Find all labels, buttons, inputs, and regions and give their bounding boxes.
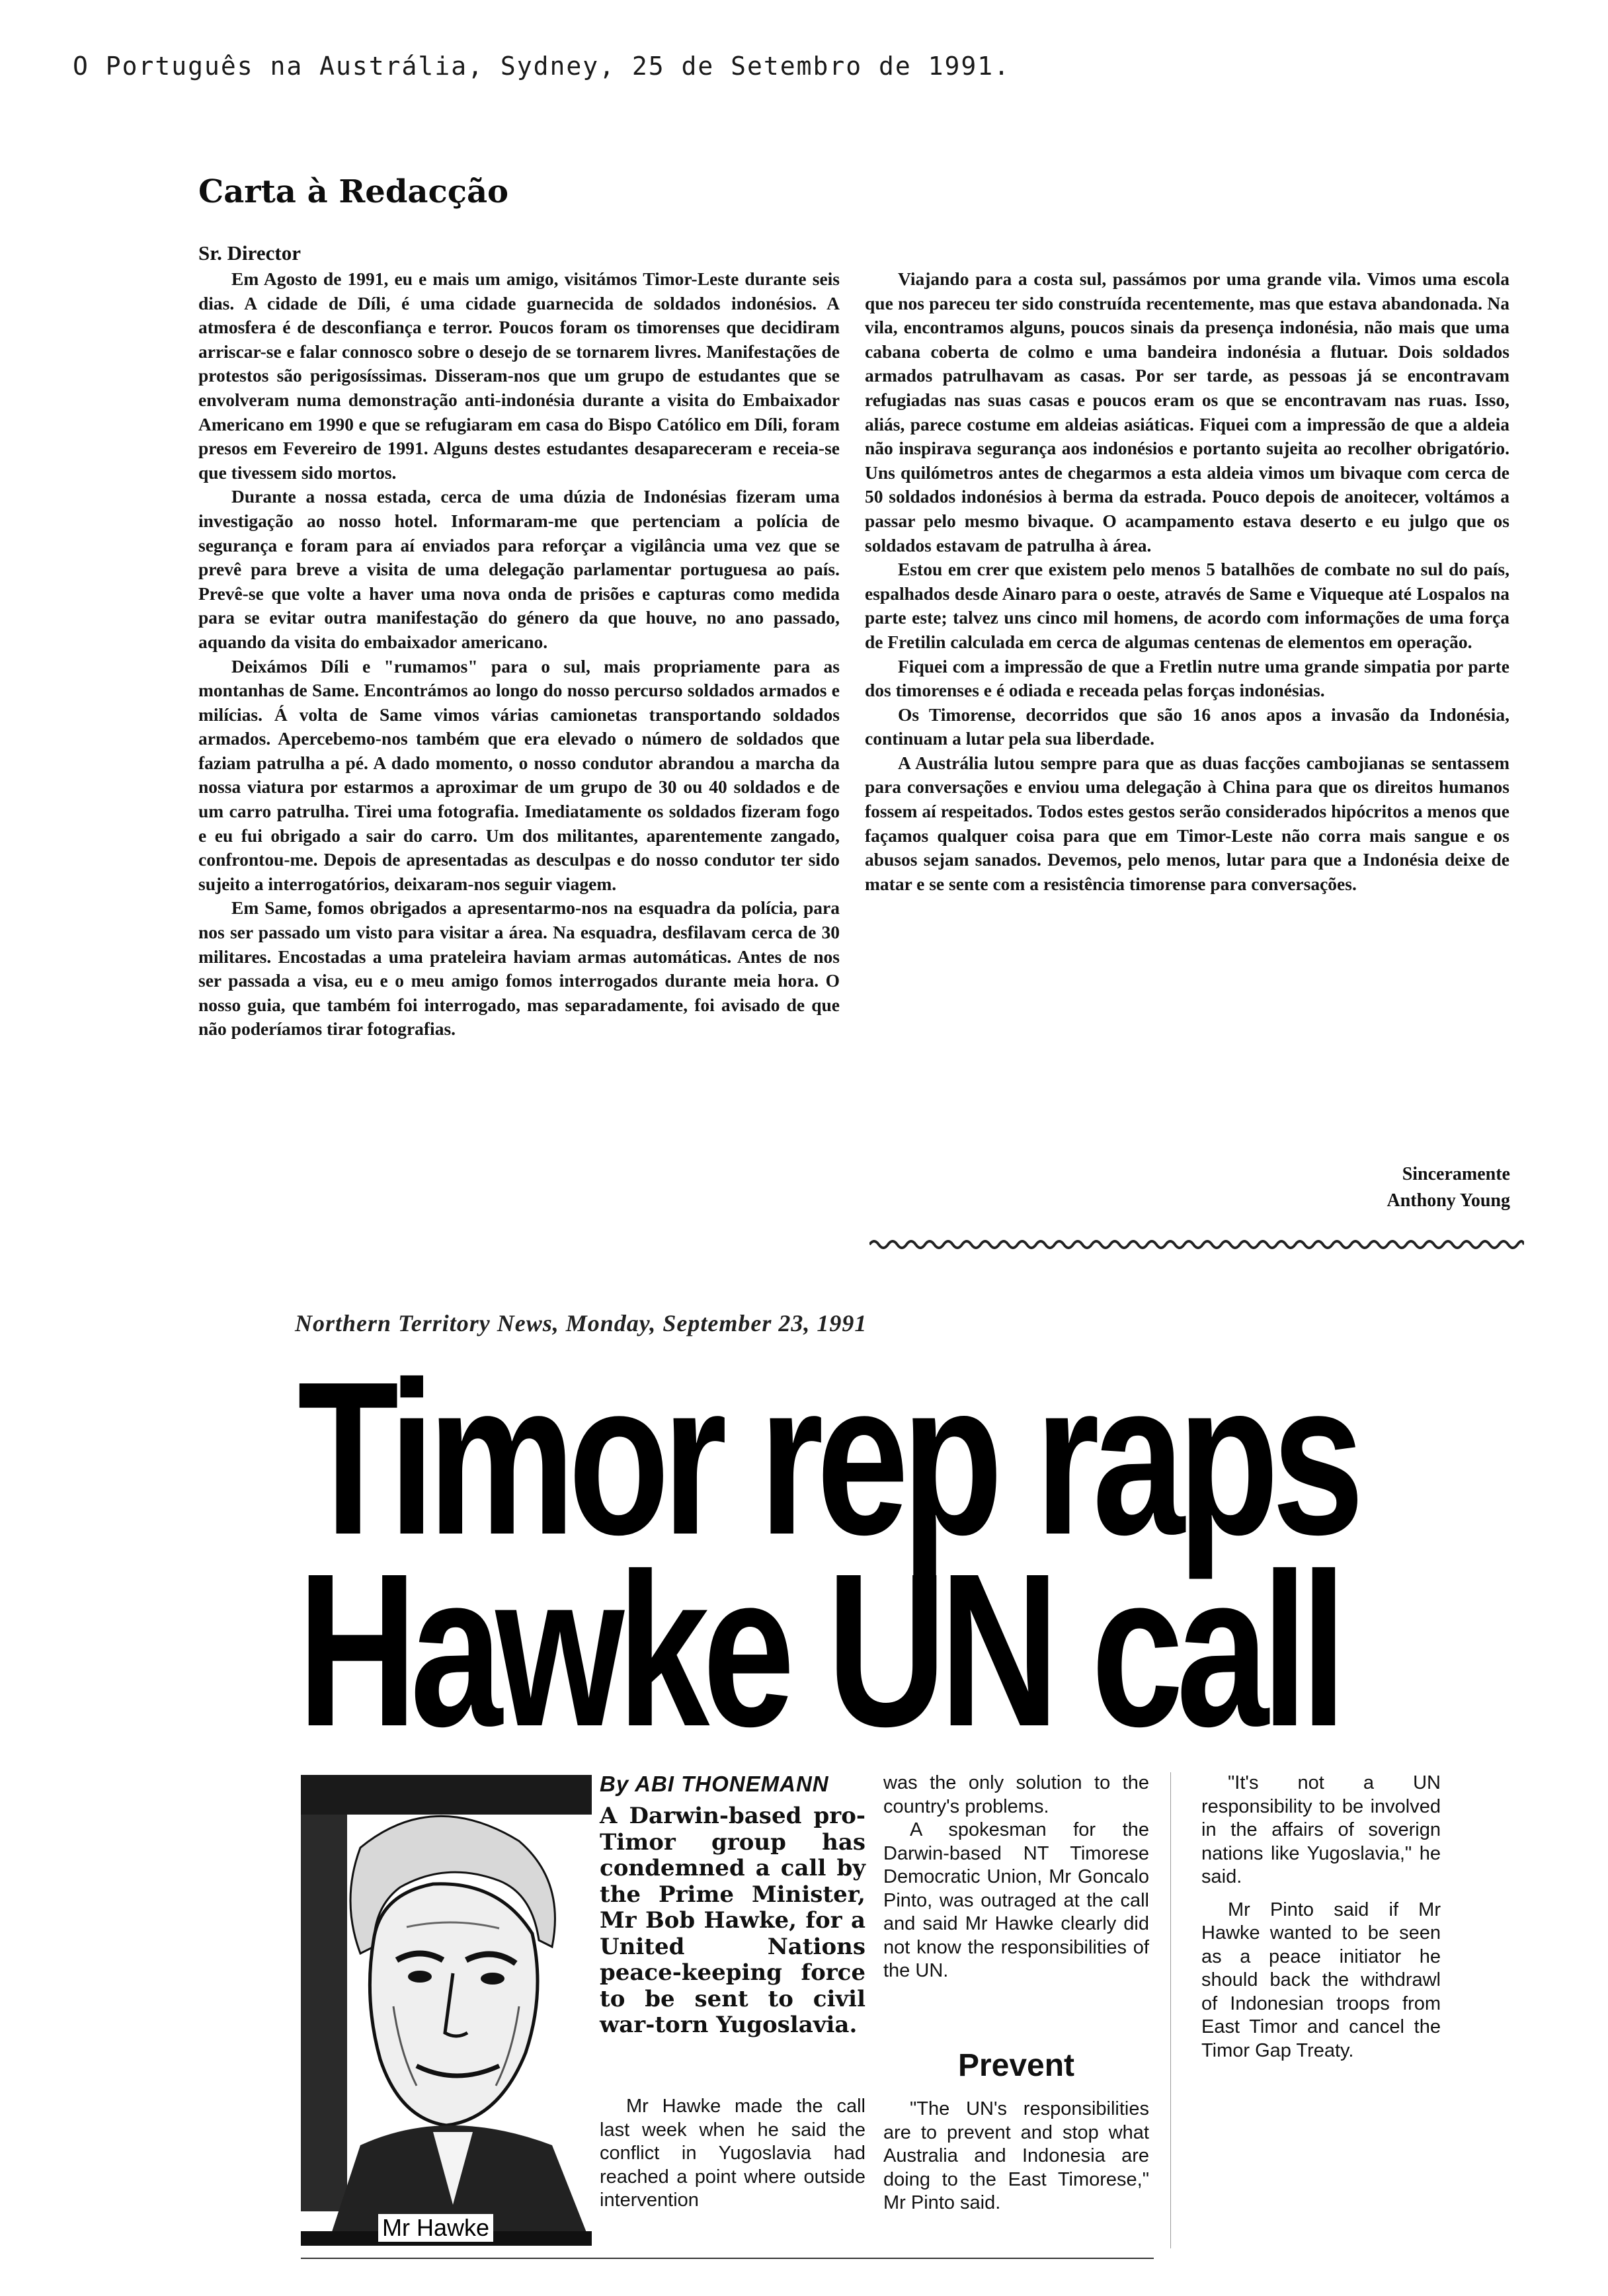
- photo-caption: Mr Hawke: [378, 2214, 493, 2242]
- article-paragraph: "The UN's responsibilities are to prevent and stop what Australia and Indonesia are doing to the East Timorese," Mr Pinto said.: [883, 2098, 1149, 2213]
- article-paragraph: Mr Hawke made the call last week when he said the conflict in Yugoslavia had reached a point where outside intervention: [600, 2096, 865, 2211]
- column-divider: [1170, 1772, 1171, 2248]
- publication-header: O Português na Austrália, Sydney, 25 de Setembro de 1991.: [73, 52, 1011, 81]
- letter-paragraph: A Austrália lutou sempre para que as duas facções cambojianas se sentassem para conversações e enviou uma delegação à China para que os direitos humanos fossem aí respeitados. Todos estes gestos serão considerados hipócritos a menos que façamos qualquer coisa para que em Timor-Leste não corra mais sangue e os abusos sejam sanados. Devemos, pelo menos, lutar para que a Indonésia deixe de matar e se sente com a resistência timorense para conversações.: [865, 752, 1509, 894]
- article-lede: A Darwin-based pro-Timor group has condemned a call by the Prime Minister, Mr Bob Hawke, for a United Nations peace-keeping force to be sent to civil war-torn Yugoslavia.: [600, 1803, 865, 2038]
- hawke-portrait-photo: [301, 1775, 592, 2246]
- article-paragraph: Mr Pinto said if Mr Hawke wanted to be seen as a peace initiator he should back the withdrawl of Indonesian troops from East Timor and cancel the Timor Gap Treaty.: [1201, 1899, 1441, 2061]
- article-byline: By ABI THONEMANN: [600, 1772, 829, 1796]
- article-subhead: Prevent: [957, 2048, 1075, 2083]
- letter-title: Carta à Redacção: [198, 173, 509, 210]
- letter-signature: Anthony Young: [1387, 1190, 1510, 1211]
- headline-line-2: Hawke UN call: [298, 1528, 1340, 1772]
- article-column-1: [600, 2095, 865, 2213]
- letter-paragraph: Deixámos Díli e "rumamos" para o sul, mais propriamente para as montanhas de Same. Encontrámos ao longo do nosso percurso soldados armados e milícias. Á volta de Same vimos várias camionetas transportando soldados armados. Apercebemo-nos também que era elevado o número de soldados que faziam patrulha a pé. A dado momento, o nosso condutor abrandou a marcha da nossa viatura por estarmos a aproximar de um grupo de 30 ou 40 soldados e de um carro patrulha. Tirei uma fotografia. Imediatamente os soldados fizeram fogo e eu fui obrigado a sair do carro. Um dos militantes, aparentemente zangado, confrontou-me. Depois de apresentadas as desculpas e do nosso condutor ter sido sujeito a interrogatórios, deixaram-nos seguir viagem.: [198, 655, 840, 894]
- letter-paragraph: Em Same, fomos obrigados a apresentarmo-nos na esquadra da polícia, para nos ser passado um visto para visitar a área. Na esquadra, desfilavam cerca de 30 militares. Encostadas a uma prateleira haviam armas automáticas. Antes de nos ser passada a visa, eu e o meu amigo fomos interrogados durante meia hora. O nosso guia, que também foi interrogado, mas separadamente, foi avisado de que não poderíamos tirar fotografias.: [198, 897, 840, 1040]
- letter-salutation: Sr. Director: [198, 241, 301, 265]
- letter-closing: Sinceramente: [1402, 1164, 1510, 1184]
- letter-paragraph: Em Agosto de 1991, eu e mais um amigo, visitámos Timor-Leste durante seis dias. A cidade de Díli, é uma cidade guarnecida de soldados indonésios. A atmosfera é de desconfiança e terror. Poucos foram os timorenses que decidiram arriscar-se e falar connosco sobre o desejo de se tornarem livres. Manifestações de protestos são perigosíssimas. Disseram-nos que um grupo de estudantes que se envolveram numa demonstração anti-indonésia durante a visita do Embaixador Americano em 1990 e que se refugiaram em casa do Bispo Católico em Díli, foram presos em Fevereiro de 1991. Alguns destes estudantes desapareceram e receia-se que tivessem sido mortos.: [198, 268, 840, 483]
- clipping-bottom-rule: [301, 2258, 1154, 2259]
- article-column-2: [883, 1772, 1149, 1983]
- letter-paragraph: Estou em crer que existem pelo menos 5 batalhões de combate no sul do país, espalhados desde Ainaro para o oeste, através de Same e Viqueque até Lospalos na parte este; talvez uns cinco mil homens, de acordo com informações de uma força de Fretilin calculada em cerca de algumas centenas de elementos em operação.: [865, 559, 1509, 652]
- headline-line-1: Timor rep raps: [298, 1336, 1357, 1580]
- article-column-3: [1201, 1772, 1441, 2063]
- article-column-2-continued: [883, 2098, 1149, 2215]
- letter-paragraph: Os Timorense, decorridos que são 16 anos apos a invasão da Indonésia, continuam a lutar pela sua liberdade.: [865, 704, 1509, 749]
- letter-paragraph: Durante a nossa estada, cerca de uma dúzia de Indonésias fizeram uma investigação ao nosso hotel. Informaram-me que pertenciam a polícia de segurança e foram para aí enviados para reforçar a vigilância uma vez que se prevê para breve a visita de uma delegação parlamentar portuguesa ao país. Prevê-se que volte a haver uma nova onda de prisões e capturas como medida para se evitar outra manifestação do género da que houve, no ano passado, aquando da visita do embaixador americano.: [198, 486, 840, 652]
- article-paragraph: "It's not a UN responsibility to be involved in the affairs of soverign nations like Yugoslavia," he said.: [1201, 1772, 1441, 1887]
- letter-paragraph: Viajando para a costa sul, passámos por uma grande vila. Vimos uma escola que nos pareceu ter sido construída recentemente, mas que estava abandonada. Na vila, encontramos alguns, poucos sinais da presença indonésia, não mais que uma cabana coberta de colmo e uma bandeira indonésia a flutuar. Dois soldados armados patrulhavam as casas. Por ser tarde, as pessoas já se encontravam refugiadas nas suas casas e poucos eram os que se encontravam nas ruas. Isso, aliás, parece costume em aldeias asiáticas. Fiquei com a impressão de que a aldeia não inspirava segurança aos indonésios e portanto sujeita ao recolher obrigatório. Uns quilómetros antes de chegarmos a esta aldeia vimos um bivaque com cerca de 50 soldados indonésios à berma da estrada. Pouco depois de anoitecer, voltámos a passar pelo mesmo bivaque. O acampamento estava deserto e eu julgo que os soldados estavam de patrulha à área.: [865, 268, 1509, 555]
- letter-column-right: [865, 267, 1509, 1206]
- wavy-divider: [869, 1237, 1524, 1252]
- letter-paragraph: Fiquei com a impressão de que a Fretlin nutre uma grande simpatia por parte dos timorenses e é odiada e receada pelas forças indonésias.: [865, 655, 1509, 701]
- article-paragraph: was the only solution to the country's problems.: [883, 1772, 1149, 1817]
- letter-column-left: [198, 267, 840, 1272]
- newspaper-source-line: Northern Territory News, Monday, September 23, 1991: [295, 1310, 867, 1336]
- article-paragraph: A spokesman for the Darwin-based NT Timorese Democratic Union, Mr Goncalo Pinto, was outraged at the call and said Mr Hawke clearly did not know the responsibilities of the UN.: [883, 1819, 1149, 1981]
